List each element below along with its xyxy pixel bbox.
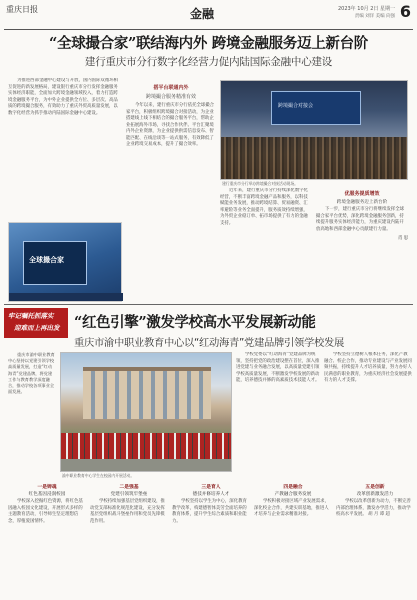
section-text: 学校持续加强基层党组织建设，推动党支部标准化规范化建设，充分发挥基层党组织战斗堡垒作用和党员先锋模范作用。 <box>90 499 165 524</box>
column-badge <box>4 308 68 338</box>
badge-line-1: 牢记嘱托抓落实 <box>8 312 54 320</box>
article2-section-1 <box>8 482 86 598</box>
date-line: 2023年 10月 2日 星期一 <box>337 6 395 12</box>
article1-col4-text: 下一步，建行重庆市分行将继续发挥全球撮合家平台优势，深化跨境金融服务创新，持续提升服务实体经济能力，为重庆建设内陆开放高地和西部金融中心贡献建行力量。 <box>316 207 405 232</box>
article1-section-subhead: 跨境撮合服务精准有效 <box>145 94 196 100</box>
section-head: 五是创新 <box>365 485 385 490</box>
section-subhead: 产教融合服务发展 <box>274 492 312 497</box>
school-building <box>83 367 211 419</box>
event-stage <box>271 91 361 125</box>
article1-lead-text: 为推进西部金融中心建设与开放，国内国际双循环相互促进的新发展格局，建设银行重庆市分行发挥金融服务实体经济职能，全面加大跨境金融领域投入，着力打造跨境金融服务平台，为中外企业提供全方位、多层次、高品质的跨境撮合服务，有效助力了重庆外贸高质量发展，以数字化经营为抓手推动内陆国际金融中心建设。 <box>8 78 118 116</box>
section-text: 学校以改革创新为动力，不断完善内部治理体系，激发办学活力，推动学校高水平发展。 胡 月 谭 超 <box>336 499 411 517</box>
section-text: 学校深入挖掘红色资源，将红色基因融入校园文化建设，开展形式多样的主题教育活动，引导师生坚定理想信念，厚植爱国情怀。 <box>8 499 83 524</box>
editors-line: 责编 刘洋 美编 向强 <box>354 14 395 19</box>
article2-photo-campus <box>60 352 232 472</box>
event-audience <box>221 137 408 179</box>
article1-col2-text: 今年以来，建行重庆市分行依托全球撮合家平台，积极组织跨境撮合对接活动，为企业搭建线上线下相结合的撮合服务平台，帮助企业拓展海外市场，寻找合作伙伴。平台汇聚境内外企业资源，为企业提供供需信息发布、智能匹配、在线洽谈等一站式服务，有效降低了企业跨境交易成本，提升了撮合效率。 <box>126 103 215 147</box>
article1-photo-event <box>220 80 408 180</box>
article2-section-3 <box>172 482 250 598</box>
section-subhead: 德技并修培养人才 <box>192 492 230 497</box>
article2-left-text: 重庆市渝中职业教育中心坚持以党建引领学校高质量发展，打造“红动海青”党建品牌，将党建工作与教育教学深度融合，推动学校各项事业全面发展。 <box>8 352 55 395</box>
article1-column-2 <box>126 82 216 300</box>
section-subhead: 党建引领筑牢堡垒 <box>110 492 148 497</box>
section-head: 三是育人 <box>201 485 221 490</box>
screen-base <box>9 293 123 301</box>
article1-section-subhead-2: 跨境金融服务迈上新台阶 <box>336 200 388 205</box>
article2-column-right-1 <box>236 352 320 472</box>
article-divider <box>4 304 413 305</box>
masthead <box>4 2 413 30</box>
article2-photo-caption: 渝中职业教育中心学生在校园内开展活动。 <box>62 473 135 478</box>
page-number: 6 <box>399 2 411 21</box>
stage-label: 跨境撮合对接会 <box>278 103 314 109</box>
paper-name: 重庆日报 <box>6 5 38 14</box>
badge-line-2: 迎难而上再出发 <box>14 324 60 332</box>
section-head: 四是融合 <box>283 485 303 490</box>
article1-title: “全球撮合家”联结海内外 跨境金融服务迈上新台阶 <box>48 35 369 52</box>
article1-photo-caption: 建行重庆市分行举办跨境撮合对接活动现场。 <box>222 181 298 186</box>
article2-column-right-2 <box>324 352 412 472</box>
section-title: 金融 <box>190 7 215 21</box>
article2-subtitle: 重庆市渝中职业教育中心以“红动海青”党建品牌引领学校发展 <box>74 337 344 349</box>
article2-bottom-columns <box>8 482 412 598</box>
section-subhead: 红色基因浸润校园 <box>28 492 66 497</box>
section-subhead: 改革创新激发活力 <box>356 492 394 497</box>
section-text: 学校坚持以学生为中心，深化教育教学改革，构建德智体美劳全面培养的教育体系，提升学生综合素质和职业能力。 <box>172 499 247 524</box>
article1-byline: 肖 思 <box>398 236 408 241</box>
screen-logo: 全球撮合家 <box>29 256 64 264</box>
article2-left-column <box>8 352 56 466</box>
article2-right-text-2: 学校坚持立德树人根本任务，深化产教融合、校企合作，推动专业建设与产业发展同频共振，持续提升人才培养质量，努力办好人民满意的职业教育，为重庆经济社会发展提供有力的人才支撑。 <box>324 352 412 383</box>
article1-section-head: 搭平台联通内外 <box>153 85 189 91</box>
article1-column-4 <box>316 188 408 306</box>
article1-column-3 <box>220 188 312 306</box>
campus-ground <box>61 459 232 471</box>
section-text: 学校积极对接区域产业发展需求，深化校企合作，共建实训基地，推进人才培养与企业需求精准对接。 <box>254 499 329 517</box>
article1-section-head-2: 优服务提质增效 <box>344 191 380 197</box>
article2-section-4 <box>254 482 332 598</box>
article2-section-2 <box>90 482 168 598</box>
article2-section-5 <box>336 482 414 598</box>
article1-col3-text: 近年来，建行重庆市分行持续深化数字化经营，不断丰富跨境金融产品和服务，以科技赋能业务发展，推动跨境结算、贸易融资、汇率避险等业务全面提升，服务质效持续增强，为外贸企业稳订单、拓市场提供了有力的金融支持。 <box>220 188 309 226</box>
article2-title: “红色引擎”激发学校高水平发展新动能 <box>74 314 316 331</box>
article2-right-text-1: 学校党委以“红动海青”党建品牌为统领，坚持把党的政治建设摆在首位，深入推进党建与业务融合发展，以高质量党建引领学校高质量发展，不断激发学校发展的新动能，培养德技并修的高素质技术技能人才。 <box>236 352 320 383</box>
section-head: 二是强基 <box>119 485 139 490</box>
section-head: 一是铸魂 <box>37 485 57 490</box>
article1-subtitle: 建行重庆市分行数字化经营力促内陆国际金融中心建设 <box>84 56 333 68</box>
student-group <box>61 433 232 459</box>
article1-photo-screen <box>8 222 122 302</box>
article1-lead <box>8 78 122 218</box>
